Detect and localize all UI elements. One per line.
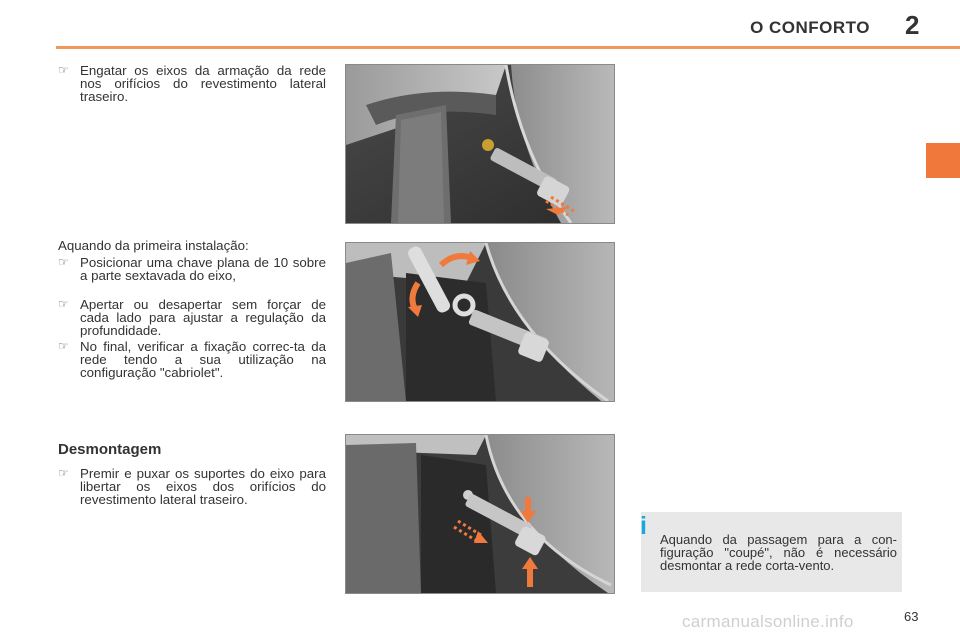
bullet-text: No final, verificar a fixação correc-ta da rede tendo a sua utilização na configuração "cabriolet". xyxy=(80,339,326,380)
header-rule xyxy=(56,46,960,49)
bullet-text: Engatar os eixos da armação da rede nos orifícios do revestimento lateral traseiro. xyxy=(80,63,326,104)
bullet-text: Premir e puxar os suportes do eixo para libertar os eixos dos orifícios do revestimento lateral traseiro. xyxy=(80,466,326,507)
photo-removal xyxy=(345,434,615,594)
chapter-title: O CONFORTO xyxy=(750,18,870,37)
chapter-side-tab xyxy=(926,143,960,178)
bullet-text: Apertar ou desapertar sem forçar de cada lado para ajustar a regulação da profundidade. xyxy=(80,297,326,338)
bullet-check-fixing xyxy=(58,340,326,379)
watermark: carmanualsonline.info xyxy=(682,612,854,631)
hand-pointer-icon: ☞ xyxy=(58,339,69,353)
photo-wrench-adjust xyxy=(345,242,615,402)
bullet-adjust-depth xyxy=(58,298,326,337)
info-icon: i xyxy=(640,512,647,540)
hand-pointer-icon: ☞ xyxy=(58,297,69,311)
section-heading-removal: Desmontagem xyxy=(58,441,162,458)
page-number: 63 xyxy=(904,609,919,624)
hand-pointer-icon: ☞ xyxy=(58,63,69,77)
bullet-text: Posicionar uma chave plana de 10 sobre a parte sextavada do eixo, xyxy=(80,255,326,283)
bullet-press-pull xyxy=(58,467,326,506)
info-text: Aquando da passagem para a con-figuração "coupé", não é necessário desmontar a rede corta-vento. xyxy=(660,532,897,573)
hand-pointer-icon: ☞ xyxy=(58,255,69,269)
bullet-engage-axles xyxy=(58,64,326,103)
first-install-intro: Aquando da primeira instalação: xyxy=(58,238,249,253)
bullet-position-wrench xyxy=(58,256,326,282)
photo-engage-axles xyxy=(345,64,615,224)
chapter-number: 2 xyxy=(905,10,920,40)
hand-pointer-icon: ☞ xyxy=(58,466,69,480)
